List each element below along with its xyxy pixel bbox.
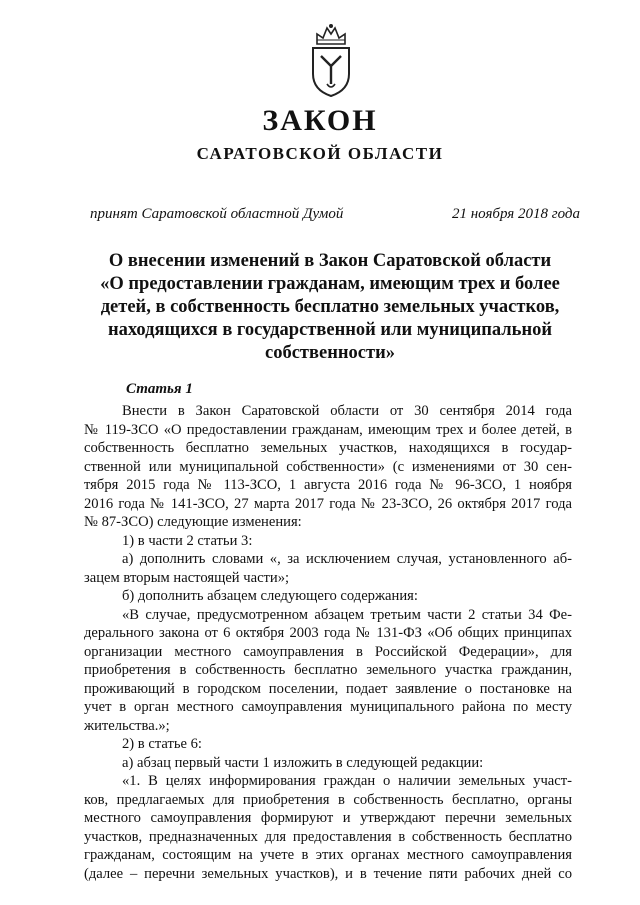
text-line: ков, предлагаемых для приобретения в собственность бесплатно, органы [84,791,572,808]
text-line: собственность бесплатно земельных участков, находящихся в государ- [84,440,572,456]
saratov-coat-of-arms-icon [303,22,359,98]
text-line: (далее – перечни земельных участков), и в течение пяти рабочих дней со [84,865,572,882]
document-title-line: детей, в собственность бесплатно земельных участков, [100,297,560,317]
text-line: гражданам, состоящим на учете в этих органах местного самоуправления [84,847,572,863]
document-title-line: собственности» [265,343,395,363]
text-line: Внести в Закон Саратовской области от 30 сентября 2014 года [122,403,572,419]
document-title-line: О внесении изменений в Закон Саратовской области [108,251,552,271]
law-subtitle: САРАТОВСКОЙ ОБЛАСТИ [196,144,444,163]
document-title [70,250,590,365]
adoption-date: 21 ноября 2018 года [451,206,580,222]
text-line: учет в орган местного самоуправления муниципального района по месту [84,699,572,715]
text-line: жительства.»; [84,717,170,734]
law-title: ЗАКОН [262,104,378,137]
text-line: участков, предназначенных для предоставления в собственность бесплатно [84,828,572,845]
text-line: приобретения в собственность бесплатно земельного участка гражданин, [84,662,572,678]
text-line: «В случае, предусмотренном абзацем третьим части 2 статьи 34 Фе- [122,606,572,623]
text-line: а) абзац первый части 1 изложить в следующей редакции: [122,754,484,771]
text-line: дерального закона от 6 октября 2003 года № 131-ФЗ «Об общих принципах [84,625,572,641]
text-line: организации местного самоуправления в Российской Федерации», для [84,643,572,660]
text-line: а) дополнить словами «, за исключением случая, установленного аб- [122,551,572,567]
text-line: местного самоуправления формируют и утверждают перечни земельных [84,810,572,826]
text-line: зацем вторым настоящей части»; [84,569,290,586]
text-line: № 87-ЗСО) следующие изменения: [84,514,302,530]
text-line: 1) в части 2 статьи 3: [122,532,253,549]
article-title: Статья 1 [126,381,193,397]
text-line: проживающий в городском поселении, подает заявление о постановке на [84,680,572,697]
text-line: № 119-ЗСО «О предоставлении гражданам, имеющим трех и более детей, в [84,421,572,438]
document-title-line: находящихся в государственной или муниципальной [107,320,553,340]
text-line: «1. В целях информирования граждан о наличии земельных участ- [122,773,572,789]
adopted-by: принят Саратовской областной Думой [90,206,344,222]
text-line: 2016 года № 141-ЗСО, 27 марта 2017 года № 23-ЗСО, 26 октября 2017 года [84,495,572,512]
document-title-line: «О предоставлении гражданам, имеющим трех и более [100,274,560,294]
text-line: 2) в статье 6: [122,736,202,752]
text-line: б) дополнить абзацем следующего содержания: [122,588,418,604]
article-body [84,402,572,883]
text-line: тября 2015 года № 113-ЗСО, 1 августа 2016 года № 96-ЗСО, 1 ноября [84,477,572,493]
text-line: ственной или муниципальной собственности» (с изменениями от 30 сен- [84,458,572,475]
